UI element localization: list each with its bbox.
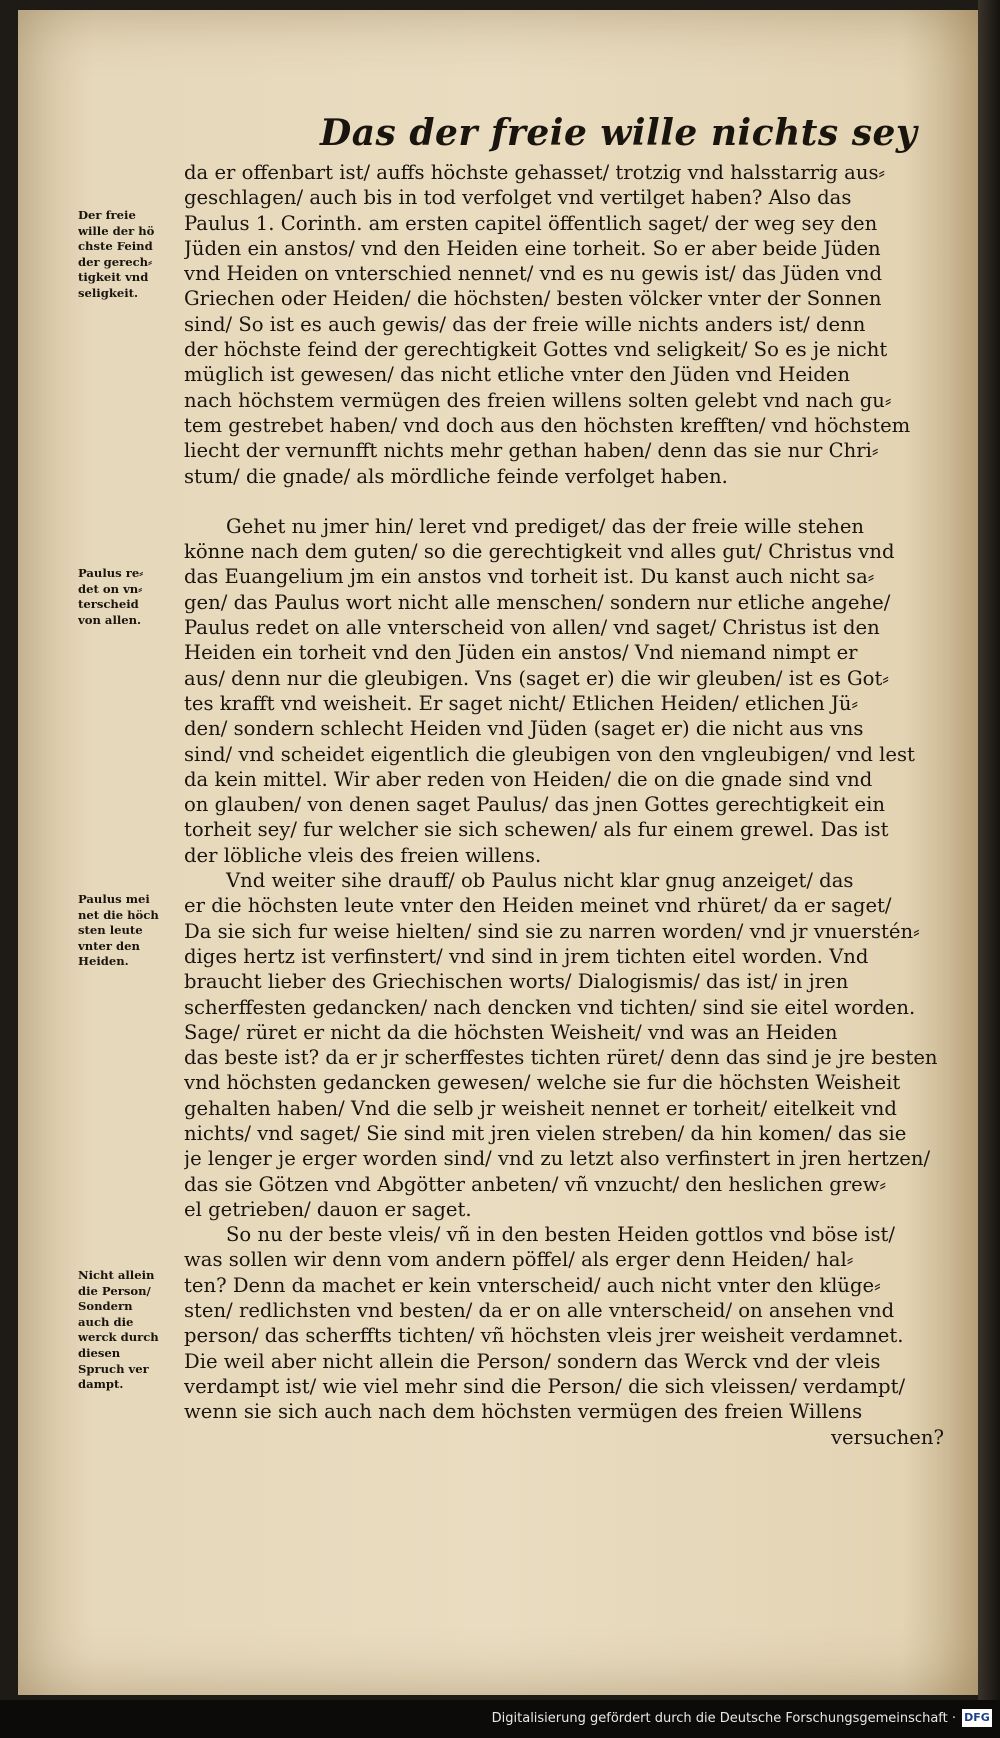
text-line: tes krafft vnd weisheit. Er saget nicht/ Etlichen Heiden/ etlichen Jü⸗ bbox=[184, 691, 859, 715]
text-line: den/ sondern schlecht Heiden vnd Jüden (saget er) die nicht aus vns bbox=[184, 717, 864, 741]
text-line: vnd Heiden on vnterschied nennet/ vnd es nu gewis ist/ das Jüden vnd bbox=[184, 262, 883, 286]
text-line: der löbliche vleis des freien willens. bbox=[184, 843, 542, 867]
margin-note-line: Der freie bbox=[78, 208, 136, 222]
text-line: Paulus 1. Corinth. am ersten capitel öffentlich saget/ der weg sey den bbox=[184, 211, 878, 235]
text-line: könne nach dem guten/ so die gerechtigkeit vnd alles gut/ Christus vnd bbox=[184, 540, 895, 564]
page-header: Das der freie wille nichts sey bbox=[320, 112, 918, 154]
margin-note-line: wille der hö bbox=[78, 223, 155, 238]
text-line: wenn sie sich auch nach dem höchsten vermügen des freien Willens bbox=[184, 1400, 863, 1424]
text-line: Vnd weiter sihe drauff/ ob Paulus nicht klar gnug anzeiget/ das bbox=[226, 869, 854, 893]
text-line: Sage/ rüret er nicht da die höchsten Weisheit/ vnd was an Heiden bbox=[184, 1020, 838, 1044]
margin-note-line: dampt. bbox=[78, 1377, 124, 1392]
text-line: el getrieben/ dauon er saget. bbox=[184, 1197, 472, 1221]
text-line: das Euangelium jm ein anstos vnd torheit ist. Du kanst auch nicht sa⸗ bbox=[184, 565, 875, 589]
text-line: sind/ vnd scheidet eigentlich die gleubigen von den vngleubigen/ vnd lest bbox=[184, 742, 915, 766]
text-line: was sollen wir denn vom andern pöffel/ als erger denn Heiden/ hal⸗ bbox=[184, 1248, 854, 1272]
text-line: verdampt ist/ wie viel mehr sind die Person/ die sich vleissen/ verdampt/ bbox=[184, 1374, 906, 1398]
margin-note-line: diesen bbox=[78, 1345, 121, 1360]
paragraph-2 bbox=[184, 514, 944, 868]
text-line: da kein mittel. Wir aber reden von Heiden/ die on die gnade sind vnd bbox=[184, 767, 873, 791]
margin-note-line: chste Feind bbox=[78, 239, 153, 254]
paragraph-4 bbox=[184, 1222, 944, 1450]
margin-note-line: sten leute bbox=[78, 923, 143, 938]
text-line: das beste ist? da er jr scherffestes tichten rüret/ denn das sind je jre besten bbox=[184, 1046, 938, 1070]
text-line: gehalten haben/ Vnd die selb jr weisheit nennet er torheit/ eitelkeit vnd bbox=[184, 1096, 897, 1120]
text-line: das sie Götzen vnd Abgötter anbeten/ vñ vnzucht/ den heslichen grew⸗ bbox=[184, 1172, 886, 1196]
margin-note-4 bbox=[78, 1268, 184, 1393]
margin-note-line: werck durch bbox=[78, 1330, 159, 1345]
margin-note-line: Paulus re⸗ bbox=[78, 566, 144, 580]
margin-note-line: Spruch ver bbox=[78, 1361, 149, 1376]
dfg-logo-icon: DFG bbox=[962, 1709, 992, 1727]
margin-note-line: det on vn⸗ bbox=[78, 581, 143, 596]
margin-note-line: die Person/ bbox=[78, 1283, 151, 1298]
text-line: braucht lieber des Griechischen worts/ Dialogismis/ das ist/ in jren bbox=[184, 970, 849, 994]
margin-note-line: Paulus mei bbox=[78, 892, 150, 906]
text-line: aus/ denn nur die gleubigen. Vns (saget er) die wir gleuben/ ist es Got⸗ bbox=[184, 666, 889, 690]
margin-note-line: Heiden. bbox=[78, 954, 129, 969]
text-line: sten/ redlichsten vnd besten/ da er on alle vnterscheid/ on ansehen vnd bbox=[184, 1299, 895, 1323]
text-line: liecht der vernunfft nichts mehr gethan haben/ denn das sie nur Chri⸗ bbox=[184, 439, 879, 463]
margin-note-line: von allen. bbox=[78, 612, 142, 627]
text-line: versuchen? bbox=[830, 1425, 944, 1449]
text-line: on glauben/ von denen saget Paulus/ das jnen Gottes gerechtigkeit ein bbox=[184, 793, 886, 817]
paragraph-1 bbox=[184, 160, 944, 489]
paragraph-3 bbox=[184, 868, 944, 1222]
text-line: der höchste feind der gerechtigkeit Gottes vnd seligkeit/ So es je nicht bbox=[184, 338, 888, 362]
margin-note-line: seligkeit. bbox=[78, 285, 139, 300]
margin-note-line: der gerech⸗ bbox=[78, 254, 152, 269]
margin-note-1 bbox=[78, 208, 184, 302]
text-line: da er offenbart ist/ auffs höchste gehasset/ trotzig vnd halsstarrig aus⸗ bbox=[184, 161, 886, 184]
text-line: müglich ist gewesen/ das nicht etliche vnter den Jüden vnd Heiden bbox=[184, 363, 850, 387]
margin-note-line: Sondern bbox=[78, 1299, 133, 1314]
margin-note-3 bbox=[78, 892, 184, 970]
text-line: geschlagen/ auch bis in tod verfolget vnd vertilget haben? Also das bbox=[184, 186, 852, 210]
text-line: gen/ das Paulus wort nicht alle menschen/ sondern nur etliche angehe/ bbox=[184, 590, 891, 614]
margin-note-line: net die höch bbox=[78, 907, 159, 922]
margin-note-line: tigkeit vnd bbox=[78, 270, 149, 285]
text-line: torheit sey/ fur welcher sie sich schewen/ als fur einem grewel. Das ist bbox=[184, 818, 889, 842]
margin-note-line: vnter den bbox=[78, 938, 140, 953]
text-line: stum/ die gnade/ als mördliche feinde verfolget haben. bbox=[184, 464, 728, 488]
text-line: tem gestrebet haben/ vnd doch aus den höchsten krefften/ vnd höchstem bbox=[184, 413, 911, 437]
book-spine-edge bbox=[978, 0, 1000, 1700]
text-line: Griechen oder Heiden/ die höchsten/ besten völcker vnter der Sonnen bbox=[184, 287, 882, 311]
footer-bar bbox=[0, 1700, 1000, 1738]
text-line: Da sie sich fur weise hielten/ sind sie zu narren worden/ vnd jr vnuerstén⸗ bbox=[184, 919, 920, 943]
text-line: diges hertz ist verfinstert/ vnd sind in jrem tichten eitel worden. Vnd bbox=[184, 944, 869, 968]
text-line: je lenger je erger worden sind/ vnd zu letzt also verfinstert in jren hertzen/ bbox=[184, 1147, 931, 1171]
text-line: Heiden ein torheit vnd den Jüden ein anstos/ Vnd niemand nimpt er bbox=[184, 641, 858, 665]
text-line: person/ das scherffts tichten/ vñ höchsten vleis jrer weisheit verdamnet. bbox=[184, 1324, 904, 1348]
text-line: Die weil aber nicht allein die Person/ sondern das Werck vnd der vleis bbox=[184, 1349, 881, 1373]
text-line: So nu der beste vleis/ vñ in den besten Heiden gottlos vnd böse ist/ bbox=[226, 1223, 895, 1247]
main-text-block bbox=[184, 160, 944, 1450]
text-line: scherffesten gedancken/ nach dencken vnd tichten/ sind sie eitel worden. bbox=[184, 995, 916, 1019]
footer-credit: Digitalisierung gefördert durch die Deutsche Forschungsgemeinschaft · bbox=[491, 1711, 956, 1726]
text-line: Paulus redet on alle vnterscheid von allen/ vnd saget/ Christus ist den bbox=[184, 616, 880, 640]
margin-note-line: terscheid bbox=[78, 597, 139, 612]
margin-note-2 bbox=[78, 566, 184, 628]
text-line: nichts/ vnd saget/ Sie sind mit jren vielen streben/ da hin komen/ das sie bbox=[184, 1121, 907, 1145]
text-line: nach höchstem vermügen des freien willens solten gelebt vnd nach gu⸗ bbox=[184, 388, 892, 412]
text-line: vnd höchsten gedancken gewesen/ welche sie fur die höchsten Weisheit bbox=[184, 1071, 901, 1095]
text-line: sind/ So ist es auch gewis/ das der freie wille nichts anders ist/ denn bbox=[184, 312, 866, 336]
text-line: Gehet nu jmer hin/ leret vnd prediget/ das der freie wille stehen bbox=[226, 514, 865, 538]
text-line: ten? Denn da machet er kein vnterscheid/ auch nicht vnter den klüge⸗ bbox=[184, 1273, 881, 1297]
margin-note-line: Nicht allein bbox=[78, 1268, 155, 1282]
margin-note-line: auch die bbox=[78, 1314, 134, 1329]
paragraph-gap bbox=[184, 489, 944, 514]
text-line: Jüden ein anstos/ vnd den Heiden eine torheit. So er aber beide Jüden bbox=[184, 236, 881, 260]
text-line: er die höchsten leute vnter den Heiden meinet vnd rhüret/ da er saget/ bbox=[184, 894, 892, 918]
